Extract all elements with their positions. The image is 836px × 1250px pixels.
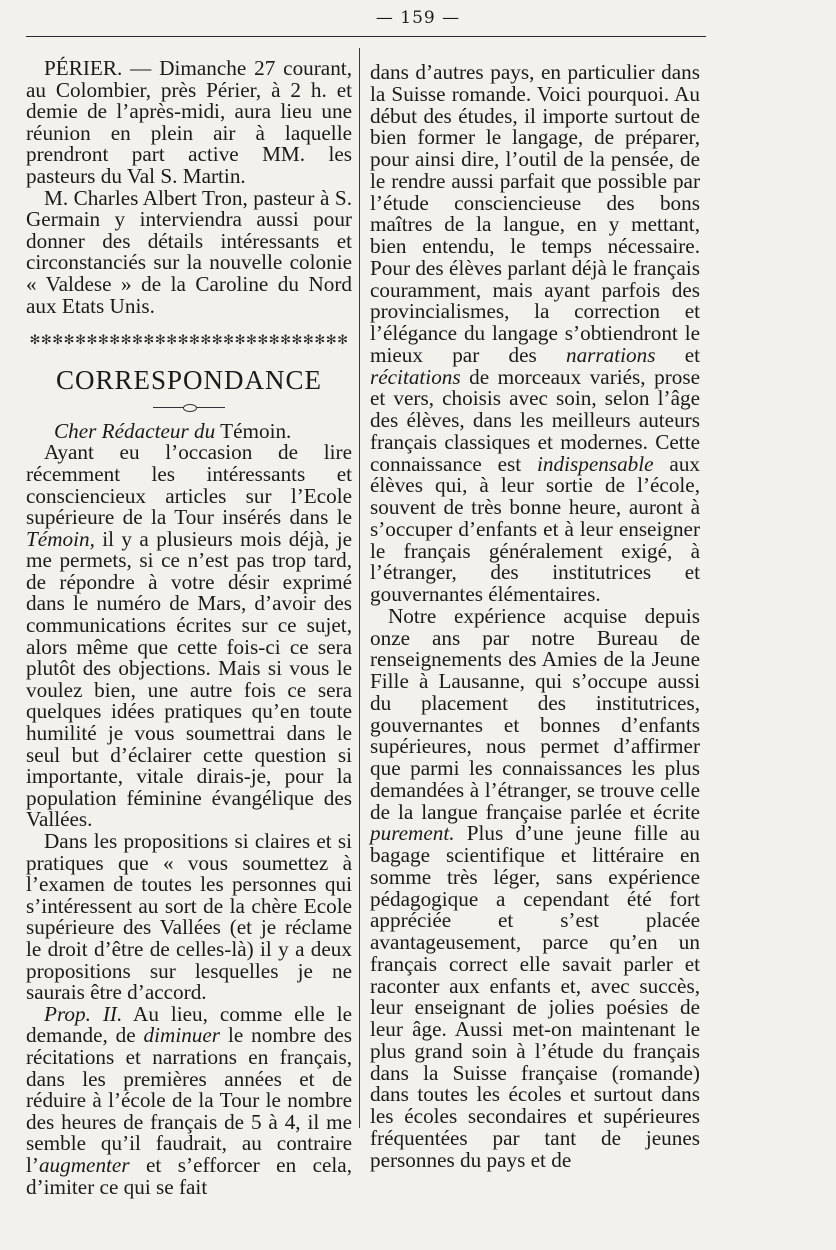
right-p1-text-a: dans d’autres pays, en particulier dans la Suisse romande. Voici pourquoi. Au début des études, il importe surtout de bien former le langage, de préparer, pour ainsi dire, l’outil de la pensée, de le rendre aussi parfait que possible par l’étude consciencieuse des bons maîtres de la langue, en y mettant, bien entendu, le temps nécessaire. Pour des élèves parlant déjà le français couramment, mais ayant parfois des provincialismes, la correction et l’élégance du langage s’obtiendront le mieux par des (370, 60, 700, 367)
letter-salutation (26, 418, 352, 443)
letter-paragraph-2: Dans les propositions si claires et si pratiques que « vous soumettez à l’examen de toutes les personnes qui s’intéressent au sort de la chère Ecole supérieure des Vallées (et je réclame le droit d’être de celles-là) il y a deux propositions sur lesquelles je ne saurais être d’accord. (26, 829, 352, 1005)
section-heading: CORRESPONDANCE (55, 364, 323, 395)
letter-p1-text-a: Ayant eu l’occasion de lire récemment les intéressants et consciencieux articles sur l’Ecole supérieure de la Tour insérés dans le (26, 440, 352, 530)
letter-paragraph-3 (26, 1001, 352, 1199)
proposition-label: Prop. II. (44, 1001, 123, 1026)
letter-p3-text-c: et s’efforcer en cela, d’imiter ce qui se fait (26, 1152, 352, 1199)
right-p1-text-c: de morceaux variés, prose et vers, choisis avec soin, selon l’âge des élèves, dans les meilleurs auteurs français classiques et modernes. Cette connaissance est (370, 364, 700, 476)
heading-flourish (153, 403, 225, 411)
salutation-italic: Cher Rédacteur du (54, 418, 216, 443)
right-p2-italic: purement. (370, 821, 455, 846)
letter-p3-text-a: Au lieu, comme elle le demande, de (26, 1001, 352, 1048)
letter-paragraph-1 (26, 442, 352, 831)
right-p1-italic-1: narrations (565, 342, 656, 367)
salutation-roman: Témoin. (220, 418, 292, 443)
right-p1-italic-2: récitations (370, 364, 461, 389)
letter-p3-italic-2: augmenter (38, 1152, 130, 1177)
header-rule (26, 36, 706, 37)
right-paragraph-2 (370, 603, 700, 1172)
notice-paragraph-2: M. Charles Albert Tron, pasteur à S. Germain y interviendra aussi pour donner des détails intéressants et circonstanciés sur la nouvelle colonie « Valdese » de la Caroline du Nord aux Etats Unis. (26, 185, 352, 318)
right-paragraph-1 (370, 62, 700, 606)
right-p1-text-d: aux élèves qui, à leur sortie de l’école, souvent de très bonne heure, auront à s’occuper d’enfants et à leur enseigner le français généralement exigé, à l’étranger, des institutrices et gouvernantes élémentaires. (370, 451, 701, 606)
letter-p1-text-c: il y a plusieurs mois déjà, je me permets, si ce n’est pas trop tard, de répondre à votre désir exprimé dans le numéro de Mars, d’avoir des communications écrites sur ce sujet, alors même que cette fois-ci ce sera plutôt des objections. Mais si vous le voulez bien, une autre fois ce sera quelques idées pratiques qu’en toute humilité je vous soumettrai dans le seul but d’éclairer cette question si importante, vitale dirais-je, pour la population féminine évangélique des Vallées. (26, 526, 353, 832)
ornamental-divider: ✻✻✻✻✻✻✻✻✻✻✻✻✻✻✻✻✻✻✻✻✻✻✻✻✻✻✻✻ (29, 332, 349, 348)
right-column (370, 62, 700, 1171)
letter-p1-italic: Témoin, (26, 526, 95, 551)
right-p1-italic-3: indispensable (537, 451, 654, 476)
right-p1-text-b: et (684, 342, 701, 367)
letter-p3-italic-1: diminuer (143, 1023, 221, 1048)
notice-paragraph-1: PÉRIER. — Dimanche 27 courant, au Colombier, près Périer, à 2 h. et demie de l’après-midi, aura lieu une réunion en plein air à laquelle prendront part active MM. les pasteurs du Val S. Martin. (26, 56, 352, 188)
letter-p3-text-b: le nombre des récitations et narrations en français, dans les premières années et de réduire à l’école de la Tour le nombre des heures de français de 5 à 4, il me semble qu’il faudrait, au contraire l’ (26, 1023, 352, 1177)
page-number: — 159 — (375, 8, 461, 28)
left-column (26, 58, 352, 1198)
right-p2-text-a: Notre expérience acquise depuis onze ans par notre Bureau de renseignements des Amies de la Jeune Fille à Lausanne, qui s’occupe aussi du placement des institutrices, gouvernantes et bonnes d’enfants supérieures, nous permet d’affirmer que parmi les connaissances les plus demandées à l’étranger, se trouve celle de la langue française parlée et écrite (370, 603, 700, 824)
column-divider (359, 48, 360, 1128)
right-p2-text-b: Plus d’une jeune fille au bagage scientifique et littéraire en somme très léger, sans expérience pédagogique a cependant été fort appréciée et s’est placée avantageusement, parce qu’en un français correct elle savait parler et raconter aux enfants et, avec succès, leur enseignant de jolies poésies de leur âge. Aussi met-on maintenant le plus grand soin à l’étude du français dans la Suisse française (romande) dans toutes les écoles et surtout dans les écoles secondaires et supérieures fréquentées par tant de jeunes personnes du pays et de (370, 821, 700, 1172)
